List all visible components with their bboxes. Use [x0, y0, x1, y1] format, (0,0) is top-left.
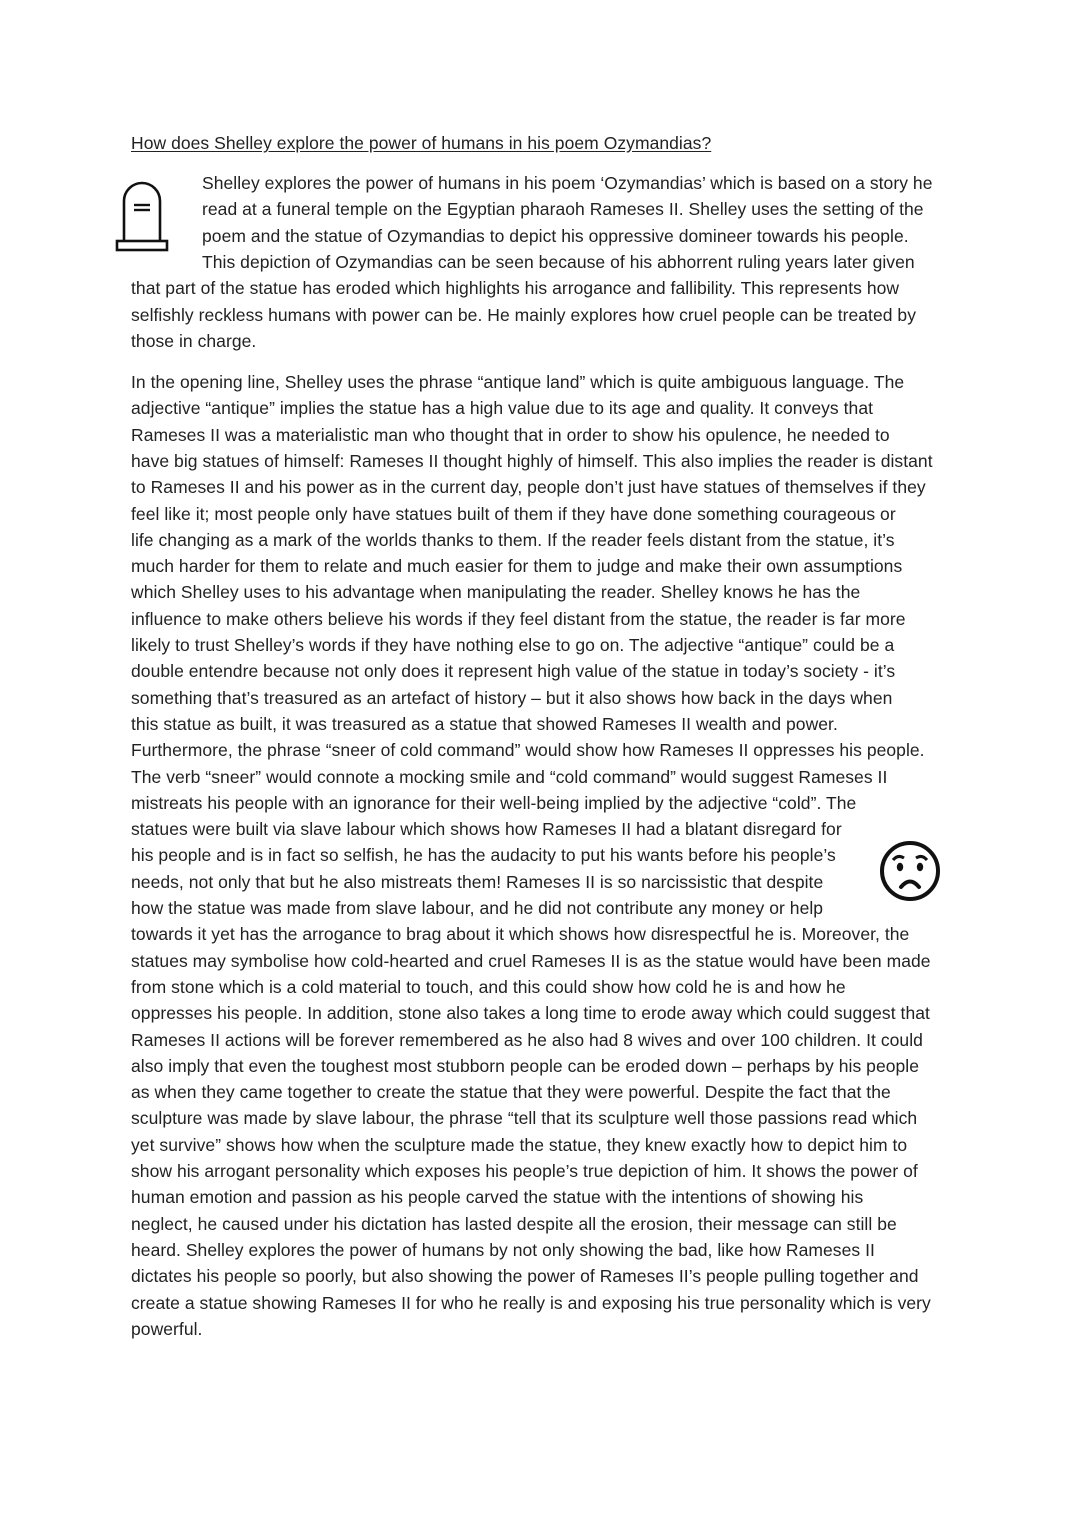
text-line: likely to trust Shelley’s words if they have nothing else to go on. The adjective “antique” could be a: [131, 635, 895, 655]
text-line: something that’s treasured as an artefact of history – but it also shows how back in the days when: [131, 687, 893, 708]
document-title: How does Shelley explore the power of humans in his poem Ozymandias?: [131, 133, 712, 153]
text-line: show his arrogant personality which exposes his people’s true depiction of him. It shows the power of: [131, 1161, 918, 1181]
gravestone-icon: [115, 179, 169, 253]
text-line: that part of the statue has eroded which highlights his arrogance and fallibility. This represents how: [131, 278, 900, 299]
text-line: adjective “antique” implies the statue has a high value due to its age and quality. It conveys that: [131, 398, 874, 419]
text-line: his people and is in fact so selfish, he has the audacity to put his wants before his people’s: [131, 845, 836, 866]
text-line: human emotion and passion as his people carved the statue with the intentions of showing his: [131, 1187, 864, 1208]
text-line: oppresses his people. In addition, stone also takes a long time to erode away which could suggest that: [131, 1003, 930, 1024]
text-line: influence to make others believe his words if they feel distant from the statue, the reader is far more: [131, 608, 906, 629]
text-line: Rameses II was a materialistic man who thought that in order to show his opulence, he needed to: [131, 424, 890, 445]
text-line: This depiction of Ozymandias can be seen because of his abhorrent ruling years later given: [202, 251, 915, 272]
text-line: from stone which is a cold material to touch, and this could show how cold he is and how he: [131, 976, 846, 997]
text-line: feel like it; most people only have statues built of them if they have done something courageous or: [131, 503, 896, 524]
text-line: much harder for them to relate and much easier for them to judge and make their own assumptions: [131, 556, 903, 577]
text-line: towards it yet has the arrogance to brag about it which shows how disrespectful he is. Moreover, the: [131, 924, 910, 945]
text-line: The verb “sneer” would connote a mocking smile and “cold command” would suggest Rameses II: [131, 766, 888, 787]
text-line: selfishly reckless humans with power can be. He mainly explores how cruel people can be treated by: [131, 304, 917, 325]
text-line: poem and the statue of Ozymandias to depict his oppressive domineer towards his people.: [202, 225, 909, 246]
text-line: also imply that even the toughest most stubborn people can be eroded down – perhaps by his people: [131, 1055, 920, 1076]
text-line: statues may symbolise how cold-hearted and cruel Rameses II is as the statue would have been made: [131, 950, 931, 971]
text-line: those in charge.: [131, 330, 257, 351]
text-line: Furthermore, the phrase “sneer of cold command” would show how Rameses II oppresses his people.: [131, 740, 925, 761]
text-line: statues were built via slave labour which shows how Rameses II had a blatant disregard for: [131, 819, 842, 840]
text-line: which Shelley uses to his advantage when manipulating the reader. Shelley knows he has the: [131, 582, 861, 603]
text-line: needs, not only that but he also mistreats them! Rameses II is so narcissistic that despite: [131, 871, 824, 892]
frowning-face-icon: [879, 840, 941, 902]
text-line: sculpture was made by slave labour, the phrase “tell that its sculpture well those passions read which: [131, 1108, 918, 1129]
text-line: create a statue showing Rameses II for who he really is and exposing his true personality which is very: [131, 1292, 931, 1313]
text-line: heard. Shelley explores the power of humans by not only showing the bad, like how Rameses II: [131, 1239, 875, 1260]
text-line: life changing as a mark of the worlds thanks to them. If the reader feels distant from the statue, it’s: [131, 529, 895, 550]
text-line: how the statue was made from slave labour, and he did not contribute any money or help: [131, 898, 824, 918]
text-line: yet survive” shows how when the sculpture made the statue, they knew exactly how to depict him to: [131, 1134, 908, 1155]
text-line: this statue as built, it was treasured as a statue that showed Rameses II wealth and power.: [131, 713, 838, 734]
text-line: double entendre because not only does it represent high value of the statue in today’s society - it’s: [131, 661, 896, 682]
text-line: In the opening line, Shelley uses the phrase “antique land” which is quite ambiguous language. The: [131, 372, 905, 392]
text-line: dictates his people so poorly, but also showing the power of Rameses II’s people pulling together and: [131, 1266, 919, 1287]
text-line: to Rameses II and his power as in the current day, people don’t just have statues of themselves if they: [131, 477, 926, 498]
text-line: mistreats his people with an ignorance for their well-being implied by the adjective “cold”. The: [131, 792, 857, 813]
text-line: powerful.: [131, 1318, 203, 1339]
text-line: have big statues of himself: Rameses II thought highly of himself. This also implies the reader is distant: [131, 450, 933, 471]
text-line: Shelley explores the power of humans in his poem ‘Ozymandias’ which is based on a story he: [202, 173, 933, 193]
text-line: Rameses II actions will be forever remembered as he also had 8 wives and over 100 children. It could: [131, 1029, 923, 1050]
text-line: as when they came together to create the statue that they were powerful. Despite the fact that the: [131, 1082, 891, 1103]
text-line: neglect, he caused under his dictation has lasted despite all the erosion, their message can still be: [131, 1213, 897, 1234]
text-line: read at a funeral temple on the Egyptian pharaoh Rameses II. Shelley uses the setting of the: [202, 199, 924, 220]
